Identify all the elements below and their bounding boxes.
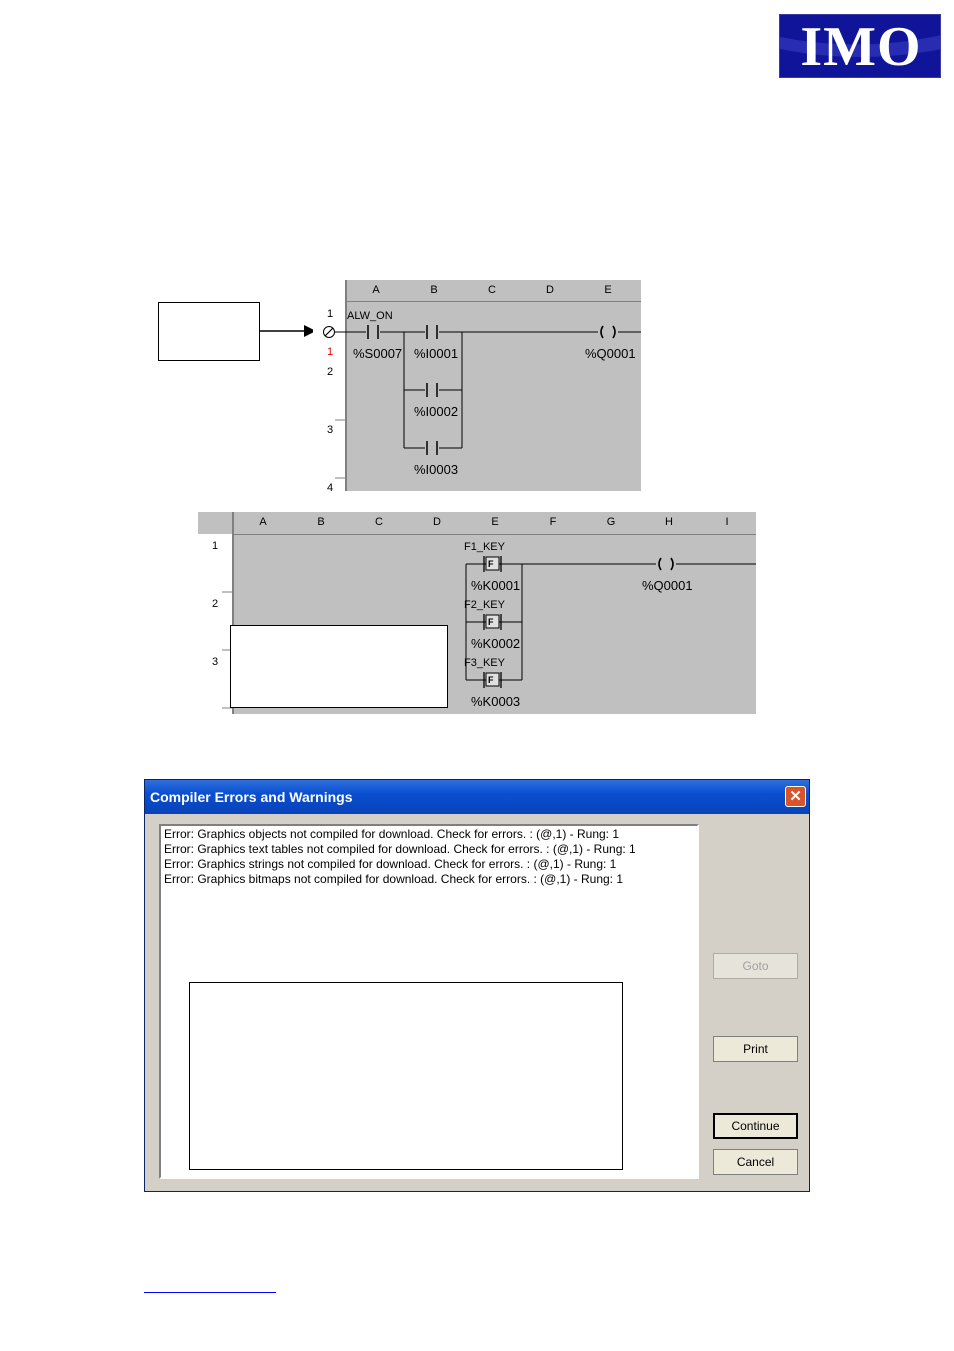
column-header-a[interactable]: A [259,516,267,528]
message-line[interactable]: Error: Graphics text tables not compiled for download. Check for errors. : (@,1) - Rung: 1 [164,842,636,856]
callout-box-2 [230,625,448,708]
close-icon: ✕ [789,788,802,805]
row-number-2: 2 [327,366,334,378]
column-header-b[interactable]: B [430,284,438,296]
key-addr-k0002: %K0002 [471,636,521,651]
messages-list[interactable] [159,824,699,1179]
compiler-errors-dialog [144,779,810,1192]
arrow-icon [260,322,318,340]
column-header-a[interactable]: A [372,284,380,296]
logo-text: IMO [800,16,922,78]
column-header-e[interactable]: E [604,284,612,296]
key-name-f2: F2_KEY [464,599,505,611]
row-number-1-red: 1 [327,346,334,358]
message-line[interactable]: Error: Graphics objects not compiled for download. Check for errors. : (@,1) - Rung: 1 [164,827,620,841]
coil-addr-q0001: %Q0001 [642,578,693,593]
key-name-f3: F3_KEY [464,657,505,669]
row-number-3: 3 [327,424,334,436]
row-number-3: 3 [212,656,219,668]
column-header-d[interactable]: D [433,516,441,528]
row-number-4: 4 [327,482,334,491]
continue-button[interactable]: Continue [713,1113,798,1139]
print-button[interactable]: Print [713,1036,798,1062]
key-name-f1: F1_KEY [464,541,505,553]
dialog-titlebar[interactable] [145,780,809,814]
column-header-b[interactable]: B [317,516,325,528]
close-button[interactable] [785,786,806,807]
column-header-c[interactable]: C [375,516,383,528]
column-header-e[interactable]: E [491,516,499,528]
cancel-button[interactable]: Cancel [713,1149,798,1175]
contact-addr-i0003: %I0003 [414,462,459,477]
column-header-c[interactable]: C [488,284,496,296]
message-line[interactable]: Error: Graphics strings not compiled for download. Check for errors. : (@,1) - Rung: 1 [164,857,617,871]
column-header-d[interactable]: D [546,284,554,296]
ladder-panel-1 [313,280,641,491]
key-addr-k0001: %K0001 [471,578,521,593]
goto-button[interactable]: Goto [713,953,798,979]
row-number-1: 1 [327,308,334,320]
column-header-g[interactable]: G [606,516,616,528]
dialog-title: Compiler Errors and Warnings [150,789,353,805]
column-header-h[interactable]: H [665,516,673,528]
key-glyph-1: F [488,559,494,569]
row-number-2: 2 [212,598,219,610]
key-addr-k0003: %K0003 [471,694,521,709]
contact-addr-s0007: %S0007 [353,346,403,361]
callout-box-3 [189,982,623,1170]
column-header-i[interactable]: I [725,516,729,528]
callout-box-1 [158,302,260,361]
imo-logo [779,14,941,78]
contact-addr-i0001: %I0001 [414,346,459,361]
message-line[interactable]: Error: Graphics bitmaps not compiled for download. Check for errors. : (@,1) - Rung: 1 [164,872,624,886]
row-number-1: 1 [212,540,219,552]
column-header-f[interactable]: F [549,516,557,528]
contact-addr-i0002: %I0002 [414,404,459,419]
contact-name-alw-on: ALW_ON [347,310,393,322]
footer-link[interactable] [144,1280,276,1293]
coil-addr-q0001: %Q0001 [585,346,636,361]
key-glyph-2: F [488,617,494,627]
key-glyph-3: F [488,675,494,685]
